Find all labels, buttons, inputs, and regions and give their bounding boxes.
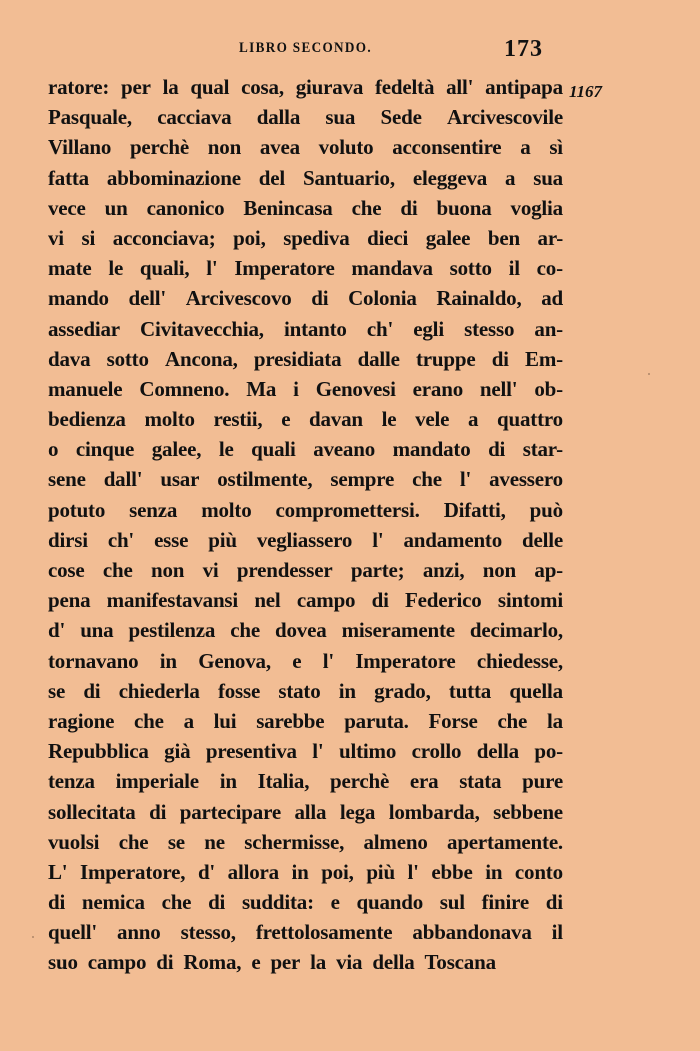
word: vuolsi xyxy=(48,829,100,854)
word: perchè xyxy=(129,135,190,160)
text-line xyxy=(48,253,563,283)
word: star- xyxy=(522,437,563,462)
text-line xyxy=(48,615,563,645)
word: stesso, xyxy=(180,920,236,945)
word: le xyxy=(108,256,124,281)
word: e xyxy=(251,950,261,975)
word: galee, xyxy=(151,437,202,462)
word: non xyxy=(150,558,185,582)
word: ne xyxy=(204,829,225,854)
word: Arcivescovo xyxy=(185,286,292,311)
word: esse xyxy=(154,527,189,552)
word: dalla xyxy=(256,105,301,130)
word: quali, xyxy=(139,256,190,281)
word: antipapa xyxy=(485,75,563,99)
word: ratore: xyxy=(48,75,110,99)
word: a xyxy=(504,165,516,190)
word: poi, xyxy=(233,225,266,250)
word: per xyxy=(270,950,301,975)
word: se xyxy=(48,678,66,703)
text-line xyxy=(48,464,563,494)
word: paruta. xyxy=(344,708,409,733)
text-line xyxy=(48,434,563,464)
word: voluto xyxy=(318,135,374,160)
word: Em- xyxy=(525,346,563,371)
word: manifestavansi xyxy=(106,588,239,613)
word: allora xyxy=(227,859,279,884)
word: vece xyxy=(48,195,86,220)
text-line xyxy=(48,223,563,253)
word: buona xyxy=(436,195,492,220)
word: decimarlo, xyxy=(469,618,563,643)
word: potuto xyxy=(48,497,106,522)
word: quell' xyxy=(48,920,97,945)
text-line xyxy=(48,374,563,404)
word: aveano xyxy=(313,437,376,462)
word: usar xyxy=(160,467,200,492)
word: che xyxy=(412,467,442,492)
word: l' xyxy=(372,527,384,552)
word: Ma xyxy=(246,376,277,401)
word: dovea xyxy=(275,618,327,643)
word: acconciava; xyxy=(112,225,216,250)
word: ostilmente, xyxy=(217,467,313,492)
word: chiedesse, xyxy=(476,648,563,673)
word: chiederla xyxy=(118,678,200,703)
word: Colonia xyxy=(348,286,417,311)
word: Italia, xyxy=(257,769,310,794)
text-line xyxy=(48,947,563,977)
text-line xyxy=(48,525,563,555)
word: avea xyxy=(259,135,300,160)
word: tenza xyxy=(48,769,95,794)
word: prendesser xyxy=(236,558,333,582)
text-line xyxy=(48,344,563,374)
word: Toscana xyxy=(424,950,496,975)
word: d' xyxy=(48,618,66,643)
word: molto xyxy=(201,497,252,522)
word: L' xyxy=(48,859,68,884)
word: Rainaldo, xyxy=(436,286,522,311)
word: dalle xyxy=(357,346,400,371)
word: se xyxy=(167,829,185,854)
word: per xyxy=(121,75,151,99)
word: qual xyxy=(190,75,230,99)
word: fosse xyxy=(217,678,261,703)
text-line xyxy=(48,887,563,917)
word: canonico xyxy=(146,195,225,220)
word: della xyxy=(476,739,519,764)
word: la xyxy=(546,708,563,733)
word: sintomi xyxy=(497,588,563,613)
word: già xyxy=(164,739,191,764)
word: un xyxy=(104,195,128,220)
word: imperiale xyxy=(115,769,199,794)
word: Genova, xyxy=(198,648,271,673)
word: pestilenza xyxy=(128,618,216,643)
page-number: 173 xyxy=(504,36,543,62)
word: l' xyxy=(312,739,324,764)
word: del xyxy=(258,165,286,190)
word: Federico xyxy=(405,588,482,613)
text-line xyxy=(48,646,563,676)
word: ob- xyxy=(534,376,563,401)
word: sene xyxy=(48,467,86,492)
word: restii, xyxy=(213,407,263,432)
word: che xyxy=(230,618,260,643)
word: parte; xyxy=(350,558,405,582)
word: acconsentire xyxy=(392,135,502,160)
text-line xyxy=(48,132,563,162)
word: il xyxy=(508,256,520,281)
word: voglia xyxy=(510,195,563,220)
word: vegliassero xyxy=(256,527,353,552)
word: di xyxy=(48,890,66,915)
word: cose xyxy=(48,558,85,582)
word: a xyxy=(520,135,531,160)
word: ap- xyxy=(534,558,563,582)
word: egli xyxy=(413,316,444,341)
word: dell' xyxy=(128,286,167,311)
word: pure xyxy=(522,769,563,794)
word: una xyxy=(80,618,114,643)
word: l' xyxy=(407,859,419,884)
word: le xyxy=(381,407,397,432)
word: quattro xyxy=(497,407,563,432)
word: compromettersi. xyxy=(275,497,420,522)
word: non xyxy=(207,135,242,160)
word: sua xyxy=(533,165,563,190)
word: dava xyxy=(48,346,91,371)
word: ben xyxy=(487,225,520,250)
word: suo xyxy=(48,950,78,975)
word: Imperatore, xyxy=(80,859,186,884)
word: erano xyxy=(412,376,463,401)
word: poi, xyxy=(321,859,354,884)
word: ch' xyxy=(107,527,135,552)
word: dirsi xyxy=(48,527,88,552)
word: non xyxy=(482,558,517,582)
word: miseramente xyxy=(341,618,455,643)
word: tornavano xyxy=(48,648,139,673)
word: grado, xyxy=(374,678,431,703)
text-line xyxy=(48,585,563,615)
paper-speck xyxy=(648,373,650,375)
word: galee xyxy=(425,225,471,250)
word: e xyxy=(281,407,291,432)
word: l' xyxy=(206,256,218,281)
word: abbandonava xyxy=(412,920,532,945)
word: ebbe xyxy=(431,859,473,884)
word: cosa, xyxy=(241,75,284,99)
word: Comneno. xyxy=(139,376,230,401)
word: a xyxy=(183,708,194,733)
word: Genovesi xyxy=(315,376,396,401)
word: andamento xyxy=(403,527,503,552)
word: vele xyxy=(415,407,450,432)
word: manuele xyxy=(48,376,123,401)
word: a xyxy=(468,407,479,432)
text-line xyxy=(48,404,563,434)
word: lombarda, xyxy=(388,799,480,824)
word: sì xyxy=(549,135,563,160)
word: in xyxy=(338,678,356,703)
word: avessero xyxy=(489,467,563,492)
word: alla xyxy=(294,799,327,824)
word: ad xyxy=(541,286,563,311)
text-line xyxy=(48,72,563,102)
word: eleggeva xyxy=(412,165,488,190)
word: della xyxy=(372,950,415,975)
word: schermisse, xyxy=(244,829,345,854)
word: vi xyxy=(48,225,64,250)
word: vi xyxy=(202,558,219,582)
word: si xyxy=(81,225,96,250)
word: nemica xyxy=(81,890,145,915)
word: dieci xyxy=(367,225,409,250)
word: può xyxy=(529,497,563,522)
word: che xyxy=(134,708,164,733)
text-line xyxy=(48,827,563,857)
word: mate xyxy=(48,256,92,281)
word: fedeltà xyxy=(375,75,435,99)
word: lui xyxy=(213,708,237,733)
word: apertamente. xyxy=(447,829,563,854)
word: che xyxy=(161,890,192,915)
word: l' xyxy=(459,467,472,492)
body-text xyxy=(48,72,563,978)
word: abbominazione xyxy=(106,165,241,190)
word: di xyxy=(311,286,329,311)
word: bedienza xyxy=(48,407,126,432)
word: Difatti, xyxy=(443,497,506,522)
word: Roma, xyxy=(183,950,242,975)
word: partecipare xyxy=(179,799,281,824)
word: di xyxy=(491,346,509,371)
word: lega xyxy=(339,799,376,824)
word: frettolosamente xyxy=(255,920,393,945)
word: an- xyxy=(534,316,563,341)
word: presentiva xyxy=(205,739,297,764)
text-line xyxy=(48,495,563,525)
paper-speck xyxy=(32,936,34,938)
word: nell' xyxy=(479,376,518,401)
margin-year-note: 1167 xyxy=(569,82,603,101)
word: nel xyxy=(254,588,281,613)
word: cacciava xyxy=(157,105,232,130)
word: sotto xyxy=(449,256,492,281)
word: sollecitata xyxy=(48,799,136,824)
word: Pasquale, xyxy=(48,105,132,130)
word: Repubblica xyxy=(48,739,149,764)
word: sempre xyxy=(330,467,395,492)
word: di xyxy=(156,950,174,975)
word: di xyxy=(208,890,226,915)
text-line xyxy=(48,706,563,736)
word: crollo xyxy=(411,739,462,764)
word: ultimo xyxy=(339,739,397,764)
word: anzi, xyxy=(422,558,465,582)
word: che xyxy=(102,558,133,582)
word: fatta xyxy=(48,165,89,190)
word: spediva xyxy=(283,225,350,250)
word: di xyxy=(545,890,563,915)
word: ragione xyxy=(48,708,115,733)
word: più xyxy=(208,527,237,552)
word: di xyxy=(488,437,506,462)
word: quando xyxy=(356,890,424,915)
text-line xyxy=(48,676,563,706)
word: davan xyxy=(309,407,363,432)
word: stesso xyxy=(464,316,515,341)
word: di xyxy=(149,799,167,824)
word: tutta xyxy=(448,678,492,703)
text-line xyxy=(48,736,563,766)
word: all' xyxy=(446,75,474,99)
text-line xyxy=(48,283,563,313)
word: stato xyxy=(278,678,321,703)
text-line xyxy=(48,917,563,947)
word: Imperatore xyxy=(355,648,456,673)
word: Forse xyxy=(428,708,478,733)
word: Benincasa xyxy=(243,195,333,220)
word: in xyxy=(485,859,503,884)
word: Ancona, xyxy=(165,346,238,371)
word: la xyxy=(310,950,327,975)
word: in xyxy=(219,769,237,794)
word: che xyxy=(497,708,528,733)
word: almeno xyxy=(363,829,428,854)
chapter-heading: LIBRO SECONDO. xyxy=(239,40,372,56)
word: era xyxy=(409,769,439,794)
word: Civitavecchia, xyxy=(140,316,264,341)
word: giurava xyxy=(295,75,364,99)
word: di xyxy=(371,588,389,613)
word: sul xyxy=(439,890,465,915)
running-head xyxy=(48,38,563,66)
word: più xyxy=(366,859,395,884)
word: quella xyxy=(509,678,563,703)
word: mando xyxy=(48,286,109,311)
word: in xyxy=(291,859,309,884)
word: dall' xyxy=(103,467,143,492)
word: ar- xyxy=(537,225,563,250)
word: conto xyxy=(514,859,563,884)
word: Imperatore xyxy=(234,256,335,281)
word: di xyxy=(400,195,418,220)
word: che xyxy=(118,829,149,854)
word: e xyxy=(292,648,302,673)
word: mandato xyxy=(392,437,471,462)
word: sotto xyxy=(106,346,149,371)
word: stata xyxy=(459,769,502,794)
word: truppe xyxy=(416,346,476,371)
text-line xyxy=(48,797,563,827)
text-line xyxy=(48,857,563,887)
word: di xyxy=(83,678,101,703)
word: in xyxy=(159,648,177,673)
word: intanto xyxy=(283,316,347,341)
text-line xyxy=(48,193,563,223)
word: sebbene xyxy=(493,799,563,824)
word: perchè xyxy=(330,769,390,794)
word: campo xyxy=(87,950,147,975)
text-line xyxy=(48,102,563,132)
word: via xyxy=(336,950,363,975)
word: e xyxy=(330,890,340,915)
word: le xyxy=(218,437,234,462)
word: mandava xyxy=(351,256,433,281)
word: la xyxy=(162,75,179,99)
word: molto xyxy=(144,407,195,432)
text-line xyxy=(48,163,563,193)
word: che xyxy=(351,195,382,220)
word: il xyxy=(551,920,563,945)
word: Villano xyxy=(48,135,112,160)
word: Santuario, xyxy=(302,165,395,190)
word: i xyxy=(293,376,299,401)
word: po- xyxy=(534,739,563,764)
word: co- xyxy=(536,256,563,281)
word: sarebbe xyxy=(256,708,325,733)
word: assediar xyxy=(48,316,120,341)
word: pena xyxy=(48,588,91,613)
word: cinque xyxy=(75,437,135,462)
word: finire xyxy=(481,890,530,915)
word: anno xyxy=(117,920,161,945)
word: delle xyxy=(522,527,563,552)
word: ch' xyxy=(366,316,394,341)
text-line xyxy=(48,314,563,344)
word: campo xyxy=(296,588,356,613)
text-line xyxy=(48,555,563,585)
word: o xyxy=(48,437,59,462)
word: senza xyxy=(129,497,178,522)
word: d' xyxy=(197,859,216,884)
word: suddita: xyxy=(241,890,314,915)
word: Sede xyxy=(380,105,422,130)
word: presidiata xyxy=(253,346,342,371)
word: l' xyxy=(322,648,334,673)
word: quali xyxy=(251,437,296,462)
word: Arcivescovile xyxy=(446,105,563,130)
text-line xyxy=(48,766,563,796)
word: sua xyxy=(325,105,356,130)
